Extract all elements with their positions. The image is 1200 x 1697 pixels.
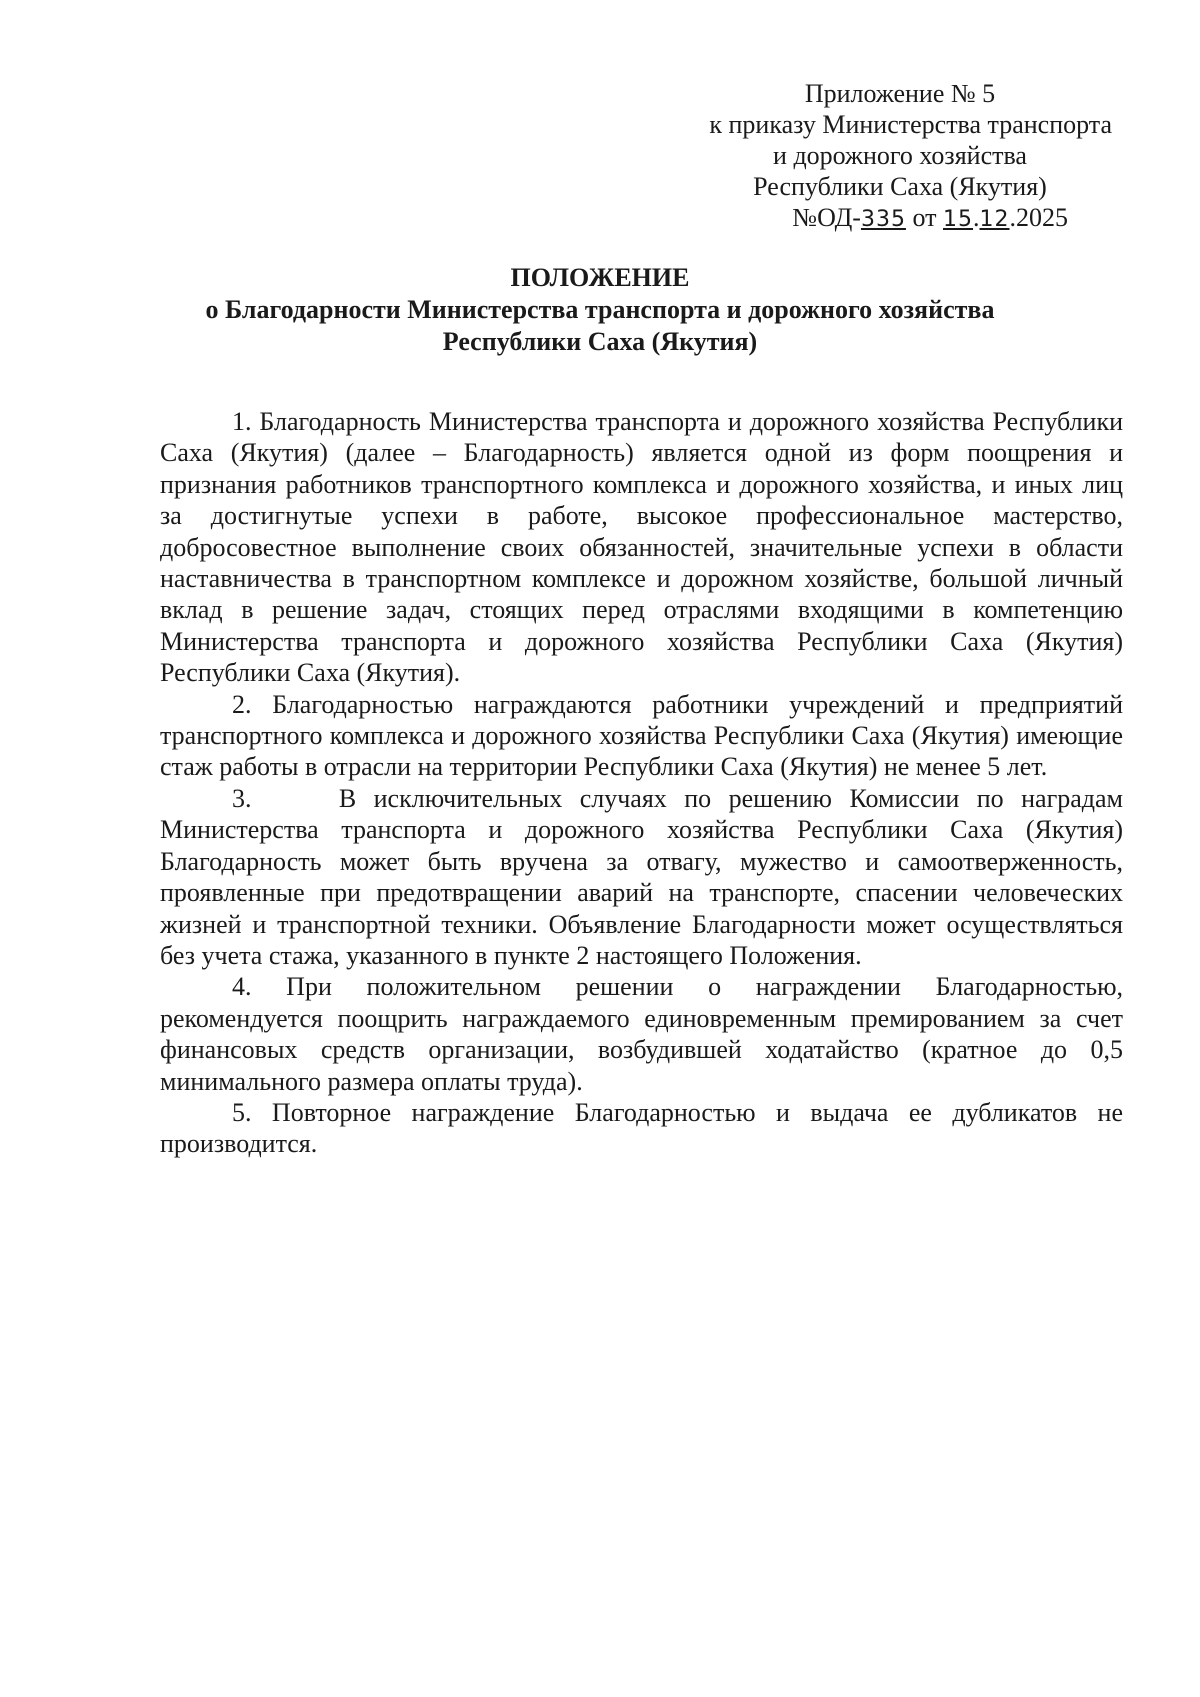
appendix-label: Приложение № 5 (804, 79, 996, 108)
order-number-line (592, 202, 1112, 235)
paragraph-4: 4. При положительном решении о награждении Благодарностью, рекомендуется поощрить награждаемого единовременным премированием за счет финансовых средств организации, возбудившей ходатайство (кратное до 0,5 минимального размера оплаты труда). (160, 972, 1123, 1096)
appendix-line-republic: Республики Саха (Якутия) (753, 172, 1047, 201)
date-dot: . (973, 203, 980, 232)
order-number-handwritten: 335 (860, 207, 906, 232)
title-heading: ПОЛОЖЕНИЕ (510, 263, 690, 292)
document-body (160, 406, 1130, 1160)
document-title (0, 262, 1200, 358)
paragraph-1: 1. Благодарность Министерства транспорта и дорожного хозяйства Республики Саха (Якутия) (далее – Благодарность) является одной из форм поощрения и признания работников транспортного комплекса и дорожного хозяйства, и иных лиц за достигнутые успехи в работе, высокое профессиональное мастерство, добросовестное выполнение своих обязанностей, значительные успехи в области наставничества в транспортном комплексе и дорожном хозяйстве, большой личный вклад в решение задач, стоящих перед отраслями входящими в компетенцию Министерства транспорта и дорожного хозяйства Республики Саха (Якутия) Республики Саха (Якутия). (160, 407, 1123, 688)
date-separator: от (905, 203, 943, 232)
appendix-header (592, 78, 1112, 235)
appendix-line-ministry: и дорожного хозяйства (773, 141, 1027, 170)
title-subtitle-line1: о Благодарности Министерства транспорта и дорожного хозяйства (205, 295, 995, 324)
date-month-handwritten: 12 (979, 207, 1010, 232)
paragraph-3: 3. В исключительных случаях по решению Комиссии по наградам Министерства транспорта и дорожного хозяйства Республики Саха (Якутия) Благодарность может быть вручена за отвагу, мужество и самоотверженность, проявленные при предотвращении аварий на транспорте, спасении человеческих жизней и транспортной техники. Объявление Благодарности может осуществляться без учета стажа, указанного в пункте 2 настоящего Положения. (160, 783, 1130, 970)
date-day-handwritten: 15 (943, 207, 973, 232)
paragraph-5: 5. Повторное награждение Благодарностью и выдача ее дубликатов не производится. (160, 1097, 1123, 1159)
order-prefix: №ОД- (792, 203, 861, 232)
date-year: .2025 (1009, 203, 1068, 232)
paragraph-2: 2. Благодарностью награждаются работники учреждений и предприятий транспортного комплекса и дорожного хозяйства Республики Саха (Якутия) имеющие стаж работы в отрасли на территории Республики Саха (Якутия) не менее 5 лет. (160, 689, 1123, 782)
appendix-line-order-ref: к приказу Министерства транспорта (709, 110, 1112, 139)
title-subtitle-line2: Республики Саха (Якутия) (442, 327, 758, 356)
